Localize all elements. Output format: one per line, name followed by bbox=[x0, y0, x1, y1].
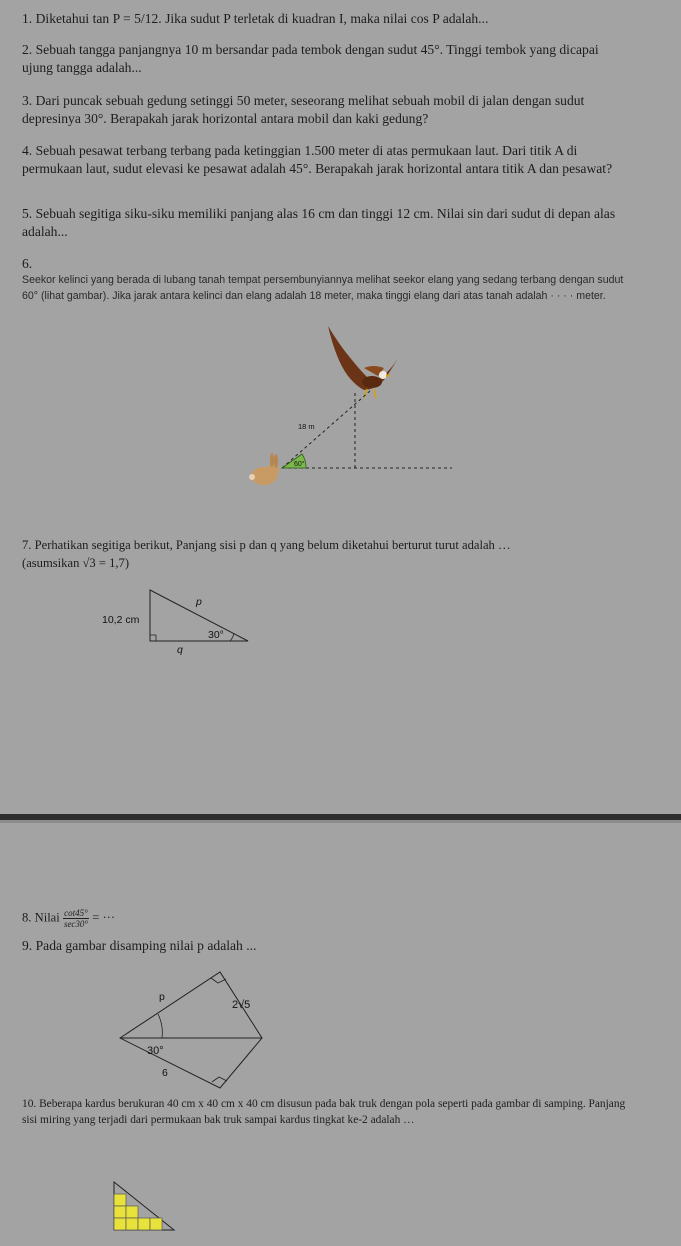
figure-7-triangle bbox=[100, 585, 260, 655]
right-angle-marker bbox=[150, 635, 156, 641]
box bbox=[114, 1194, 126, 1206]
question-9: 9. Pada gambar disamping nilai p adalah ... bbox=[22, 938, 257, 953]
box bbox=[126, 1218, 138, 1230]
right-angle-bottom bbox=[212, 1077, 227, 1082]
side-left-label: 10,2 cm bbox=[102, 614, 140, 626]
box bbox=[150, 1218, 162, 1230]
kite-outline bbox=[120, 972, 262, 1088]
box-stack bbox=[114, 1194, 162, 1230]
figure-10-boxes bbox=[110, 1178, 180, 1234]
fraction-denominator: sec30° bbox=[63, 919, 89, 929]
eagle-icon bbox=[328, 326, 398, 398]
distance-18m-label: 18 m bbox=[298, 422, 315, 431]
question-1: 1. Diketahui tan P = 5/12. Jika sudut P terletak di kuadran I, maka nilai cos P adalah... bbox=[22, 11, 489, 26]
side-p-label: p bbox=[196, 596, 202, 608]
question-2: 2. Sebuah tangga panjangnya 10 m bersandar pada tembok dengan sudut 45°. Tinggi tembok yang dicapai ujung tangga adalah... bbox=[22, 42, 599, 75]
angle-30-label: 30° bbox=[208, 629, 224, 641]
figure-6-eagle-rabbit bbox=[240, 320, 460, 495]
question-5: 5. Sebuah segitiga siku-siku memiliki panjang alas 16 cm dan tinggi 12 cm. Nilai sin dari sudut di depan alas adalah... bbox=[22, 206, 616, 239]
side-q-label: q bbox=[177, 644, 183, 655]
box bbox=[114, 1218, 126, 1230]
sight-line bbox=[282, 391, 370, 468]
cot45-over-sec30-fraction bbox=[63, 908, 89, 929]
angle-30-arc bbox=[158, 1014, 162, 1038]
box bbox=[138, 1218, 150, 1230]
question-8-suffix: = ··· bbox=[92, 910, 116, 925]
side-p-label: p bbox=[159, 991, 165, 1003]
question-7: 7. Perhatikan segitiga berikut, Panjang sisi p dan q yang belum diketahui berturut turut adalah … bbox=[22, 538, 511, 552]
question-6-number: 6. bbox=[22, 256, 33, 271]
question-7-assumption: (asumsikan √3 = 1,7) bbox=[22, 556, 130, 570]
figure-9-kite bbox=[110, 960, 280, 1095]
question-8-prefix: 8. Nilai bbox=[22, 910, 60, 925]
side-2root5-label: 2√5 bbox=[232, 999, 251, 1011]
question-6: Seekor kelinci yang berada di lubang tanah tempat persembunyiannya melihat seekor elang yang sedang terbang dengan sudut 60° (lihat gambar). Jika jarak antara kelinci dan elang adalah 18 meter, maka tinggi elang dari atas tanah adalah · · · · meter. bbox=[22, 274, 624, 302]
question-8 bbox=[22, 908, 622, 929]
page-divider-shadow bbox=[0, 820, 681, 823]
question-10: 10. Beberapa kardus berukuran 40 cm x 40 cm x 40 cm disusun pada bak truk dengan pola seperti pada gambar di samping. Panjang sisi miring yang terjadi dari permukaan bak truk sampai kardus tingkat ke-2 adalah … bbox=[22, 1098, 626, 1126]
question-4: 4. Sebuah pesawat terbang terbang pada ketinggian 1.500 meter di atas permukaan laut. Dari titik A di permukaan laut, sudut elevasi ke pesawat adalah 45°. Berapakah jarak horizontal antara titik A dan pesawat? bbox=[22, 143, 613, 176]
angle-30-label: 30° bbox=[147, 1045, 164, 1057]
angle-60-label: 60° bbox=[294, 461, 305, 468]
box bbox=[114, 1206, 126, 1218]
angle-30-arc bbox=[230, 633, 234, 641]
fraction-numerator: cot45° bbox=[64, 908, 88, 918]
rabbit-icon bbox=[249, 453, 279, 485]
question-3: 3. Dari puncak sebuah gedung setinggi 50 meter, seseorang melihat sebuah mobil di jalan dengan sudut depresinya 30°. Berapakah jarak horizontal antara mobil dan kaki gedung? bbox=[22, 93, 585, 126]
base-6-label: 6 bbox=[162, 1067, 168, 1079]
box bbox=[126, 1206, 138, 1218]
